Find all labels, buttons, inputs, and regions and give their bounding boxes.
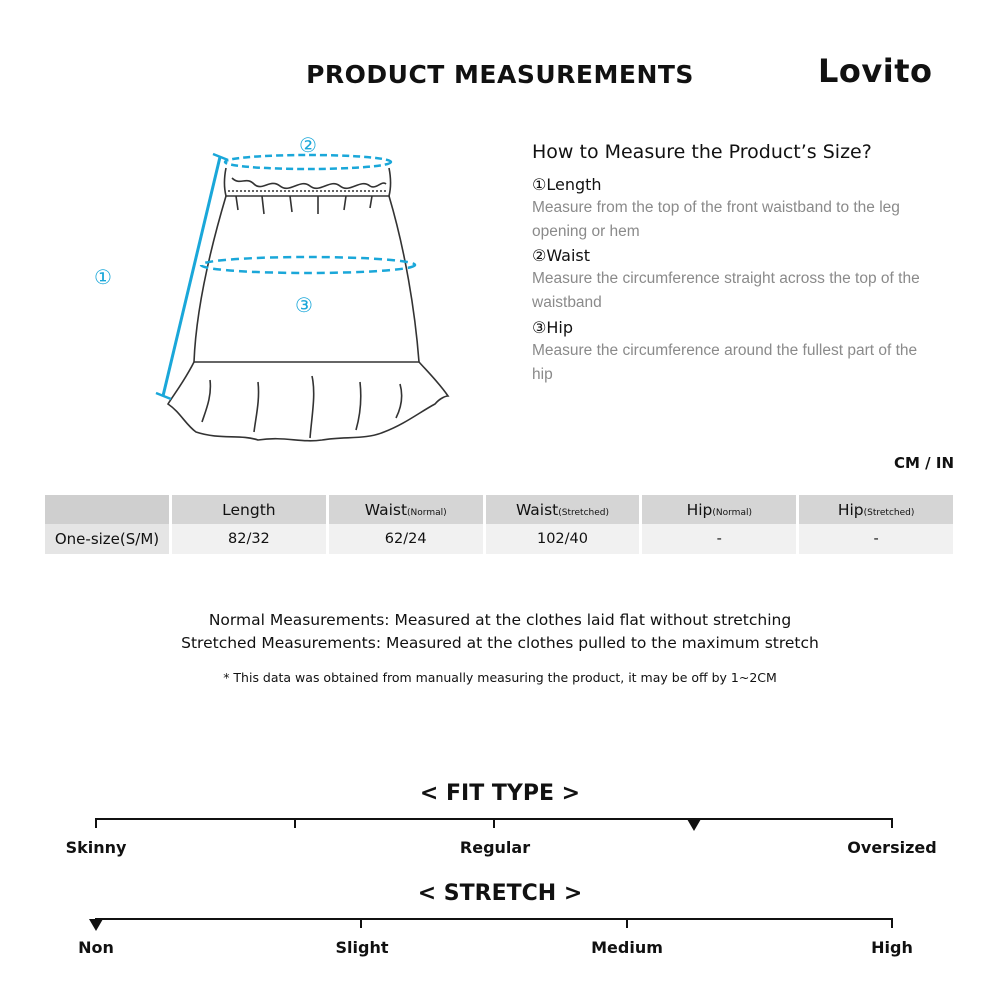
howto-length-label: ①Length [532, 175, 602, 194]
fit-label-regular: Regular [459, 838, 531, 857]
note-disclaimer: * This data was obtained from manually measuring the product, it may be off by 1~2CM [223, 670, 777, 685]
fit-type-title: < FIT TYPE > [419, 781, 581, 806]
unit-label: CM / IN [894, 454, 954, 472]
table-header-cell: Waist(Stretched) [486, 495, 640, 524]
howto-heading: How to Measure the Product’s Size? [532, 141, 872, 163]
brand-logo: Lovito [818, 52, 933, 90]
fit-type-scale [65, 818, 937, 878]
fit-type-marker-icon [687, 819, 701, 831]
table-header-cell: Hip(Stretched) [799, 495, 953, 524]
marker-length: ① [94, 265, 112, 289]
stretch-label-slight: Slight [335, 938, 389, 957]
note-normal: Normal Measurements: Measured at the clothes laid flat without stretching [208, 611, 792, 629]
howto-hip-label: ③Hip [532, 318, 573, 337]
howto-waist-desc: Measure the circumference straight across the top of the waistband [532, 270, 920, 311]
stretch-scale [78, 918, 913, 978]
fit-label-skinny: Skinny [65, 838, 127, 857]
howto-waist-label: ②Waist [532, 246, 590, 265]
skirt-diagram [80, 125, 480, 455]
waist-measure-line [225, 155, 391, 169]
table-cell: - [799, 524, 953, 554]
table-header-row [45, 495, 953, 524]
marker-waist: ② [299, 133, 317, 157]
page-title: PRODUCT MEASUREMENTS [306, 60, 694, 89]
hip-measure-line [201, 257, 415, 273]
table-cell: 82/32 [172, 524, 326, 554]
stretch-title: < STRETCH > [417, 881, 583, 906]
howto-hip-desc: Measure the circumference around the fullest part of the hip [532, 342, 918, 383]
note-stretched: Stretched Measurements: Measured at the clothes pulled to the maximum stretch [181, 634, 819, 652]
table-header-cell: Hip(Normal) [642, 495, 796, 524]
marker-hip: ③ [295, 293, 313, 317]
table-header-cell: Waist(Normal) [329, 495, 483, 524]
table-header-cell: Length [172, 495, 326, 524]
stretch-label-non: Non [78, 938, 114, 957]
table-cell: One-size(S/M) [45, 524, 169, 554]
fit-label-oversized: Oversized [847, 838, 937, 857]
size-table [42, 495, 956, 554]
table-cell: 102/40 [486, 524, 640, 554]
stretch-label-high: High [871, 938, 913, 957]
length-measure-line [163, 157, 220, 396]
table-cell: 62/24 [329, 524, 483, 554]
table-header-cell [45, 495, 169, 524]
stretch-marker-icon [89, 919, 103, 931]
howto-length-desc: Measure from the top of the front waistband to the leg opening or hem [532, 199, 900, 240]
table-row [45, 524, 953, 554]
stretch-label-medium: Medium [591, 938, 663, 957]
table-cell: - [642, 524, 796, 554]
